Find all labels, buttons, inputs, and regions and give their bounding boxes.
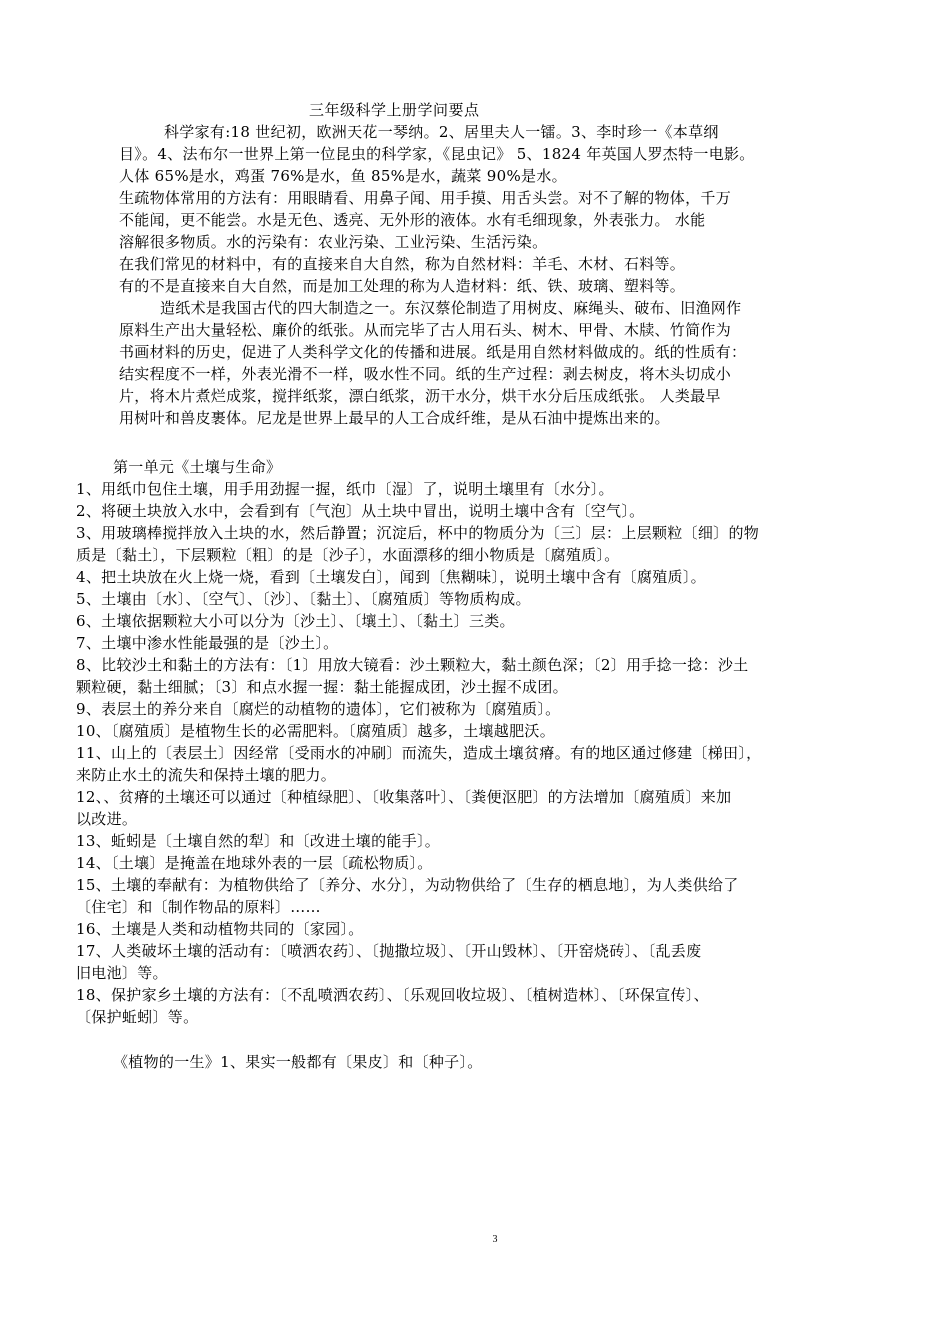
unit1-line: 来防止水土的流失和保持土壤的肥力。: [76, 766, 337, 784]
unit1-line: 12、、贫瘠的土壤还可以通过〔种植绿肥〕、〔收集落叶〕、〔粪便沤肥〕的方法增加〔腐殖质〕来加: [76, 788, 732, 806]
unit1-line: 1、用纸巾包住土壤，用手用劲握一握，纸巾〔湿〕了，说明土壤里有〔水分〕。: [76, 480, 614, 498]
unit1-line: 3、用玻璃棒搅拌放入土块的水，然后静置；沉淀后，杯中的物质分为〔三〕层：上层颗粒〔细〕的物: [76, 524, 760, 542]
intro-line: 人体 65%是水，鸡蛋 76%是水，鱼 85%是水，蔬菜 90%是水。: [119, 167, 567, 185]
unit1-line: 4、把土块放在火上烧一烧，看到〔土壤发白〕，闻到〔焦糊味〕，说明土壤中含有〔腐殖质〕。: [76, 568, 706, 586]
intro-line: 书画材料的历史，促进了人类科学文化的传播和进展。纸是用自然材料做成的。纸的性质有：: [119, 343, 747, 361]
plant-section-line: 《植物的一生》1、果实一般都有〔果皮〕和〔种子〕。: [113, 1053, 483, 1071]
intro-line: 溶解很多物质。水的污染有：农业污染、工业污染、生活污染。: [119, 233, 548, 251]
unit1-line: 质是〔黏土〕，下层颗粒〔粗〕的是〔沙子〕，水面漂移的细小物质是〔腐殖质〕。: [76, 546, 620, 564]
unit1-line: 〔保护蚯蚓〕等。: [76, 1008, 199, 1026]
intro-line: 用树叶和兽皮裹体。尼龙是世界上最早的人工合成纤维，是从石油中提炼出来的。: [119, 409, 670, 427]
unit1-line: 11、山上的〔表层土〕因经常〔受雨水的冲刷〕而流失，造成土壤贫瘠。有的地区通过修建〔梯田〕，: [76, 744, 762, 762]
intro-line: 有的不是直接来自大自然，而是加工处理的称为人造材料：纸、铁、玻璃、塑料等。: [119, 277, 686, 295]
unit1-line: 16、土壤是人类和动植物共同的〔家园〕。: [76, 920, 364, 938]
page-number: 3: [492, 1234, 498, 1245]
unit1-line: 旧电池〕等。: [76, 964, 168, 982]
unit1-line: 5、土壤由〔水〕、〔空气〕、〔沙〕、〔黏土〕、〔腐殖质〕等物质构成。: [76, 590, 531, 608]
intro-line: 不能闻，更不能尝。水是无色、透亮、无外形的液体。水有毛细现象，外表张力。 水能: [119, 211, 706, 229]
intro-line: 生疏物体常用的方法有：用眼睛看、用鼻子闻、用手摸、用舌头尝。对不了解的物体，千万: [119, 189, 732, 207]
intro-line: 造纸术是我国古代的四大制造之一。东汉蔡伦制造了用树皮、麻绳头、破布、旧渔网作: [160, 299, 742, 317]
document-title: 三年级科学上册学问要点: [309, 101, 480, 119]
unit1-line: 以改进。: [76, 810, 138, 828]
intro-line: 结实程度不一样，外表光滑不一样，吸水性不同。纸的生产过程：剥去树皮，将木头切成小: [119, 365, 732, 383]
intro-line: 片，将木片煮烂成浆，搅拌纸浆，漂白纸浆，沥干水分，烘干水分后压成纸张。 人类最早: [119, 387, 721, 405]
intro-line: 在我们常见的材料中，有的直接来自大自然，称为自然材料：羊毛、木材、石料等。: [119, 255, 686, 273]
intro-line: 原料生产出大量轻松、廉价的纸张。从而完毕了古人用石头、树木、甲骨、木牍、竹简作为: [119, 321, 732, 339]
unit1-line: 9、表层土的养分来自〔腐烂的动植物的遗体〕，它们被称为〔腐殖质〕。: [76, 700, 561, 718]
unit1-line: 颗粒硬，黏土细腻；〔3〕和点水握一握：黏土能握成团，沙土握不成团。: [76, 678, 568, 696]
unit1-line: 10、〔腐殖质〕是植物生长的必需肥料。〔腐殖质〕越多，土壤越肥沃。: [76, 722, 555, 740]
unit1-line: 18、保护家乡土壤的方法有：〔不乱喷洒农药〕、〔乐观回收垃圾〕、〔植树造林〕、〔环保宣传〕、: [76, 986, 709, 1004]
unit1-line: 7、土壤中渗水性能最强的是〔沙土〕。: [76, 634, 339, 652]
unit1-line: 15、土壤的奉献有：为植物供给了〔养分、水分〕，为动物供给了〔生存的栖息地〕，为人类供给了: [76, 876, 739, 894]
unit1-line: 13、蚯蚓是〔土壤自然的犁〕和〔改进土壤的能手〕。: [76, 832, 441, 850]
unit1-line: 14、〔土壤〕是掩盖在地球外表的一层〔疏松物质〕。: [76, 854, 433, 872]
unit1-heading: 第一单元《土壤与生命》: [113, 458, 282, 476]
unit1-line: 〔住宅〕和〔制作物品的原料〕……: [76, 898, 321, 916]
unit1-line: 2、将硬土块放入水中，会看到有〔气泡〕从土块中冒出，说明土壤中含有〔空气〕。: [76, 502, 645, 520]
unit1-line: 6、土壤依据颗粒大小可以分为〔沙土〕、〔壤土〕、〔黏土〕三类。: [76, 612, 515, 630]
unit1-line: 8、比较沙土和黏土的方法有：〔1〕用放大镜看：沙土颗粒大，黏土颜色深；〔2〕用手捻一捻：沙土: [76, 656, 749, 674]
intro-line: 科学家有:18 世纪初，欧洲天花一琴纳。2、居里夫人一镭。3、李时珍一《本草纲: [164, 123, 719, 141]
intro-line: 目》。4、法布尔一世界上第一位昆虫的科学家，《昆虫记》 5、1824 年英国人罗杰特一电影。: [119, 145, 755, 163]
unit1-line: 17、人类破坏土壤的活动有：〔喷洒农药〕、〔抛撒垃圾〕、〔开山毁林〕、〔开窑烧砖〕、〔乱丢废: [76, 942, 702, 960]
